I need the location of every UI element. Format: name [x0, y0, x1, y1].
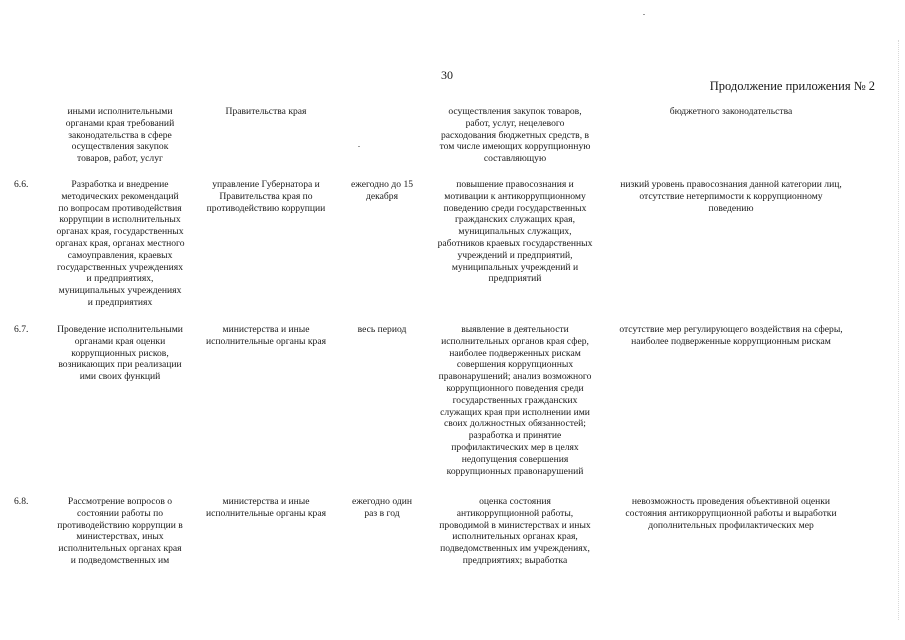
expected-result: повышение правосознания и мотивации к антикоррупционному поведению среди государственных гражданских служащих края, муниципальных служащих, работников краевых государственных учреждений и предприятий, муниципальных учреждений и предприятий: [437, 179, 593, 285]
responsible-executor: управление Губернатора и Правительства края по противодействию коррупции: [206, 179, 326, 214]
responsible-executor: Правительства края: [225, 106, 307, 117]
row-number: 6.8.: [14, 496, 29, 507]
scan-speck: [358, 146, 360, 147]
measure-name: Разработка и внедрение методических рекомендаций по вопросам противодействия коррупции в исполнительных органах края, государственных органах края, органах местного самоуправления, краевых государственных учреждениях и предприятиях, муниципальных учреждениях и предприятиях: [55, 179, 185, 308]
responsible-executor: министерства и иные исполнительные органы края: [206, 496, 326, 519]
expected-result: выявление в деятельности исполнительных органов края сфер, наиболее подверженных рискам совершения коррупционных правонарушений; анализ возможного коррупционного поведения среди государственных гражданских служащих края при исполнении ими своих должностных обязанностей; разработка и принятие профилактических мер в целях недопущения совершения коррупционных правонарушений: [438, 324, 592, 477]
responsible-executor: министерства и иные исполнительные органы края: [206, 324, 326, 347]
execution-term: ежегодно один раз в год: [351, 496, 413, 519]
execution-term: весь период: [357, 324, 407, 335]
appendix-continuation-note: Продолжение приложения № 2: [709, 79, 875, 93]
measure-name: иными исполнительными органами края требований законодательства в сфере осуществления закупок товаров, работ, услуг: [65, 106, 175, 165]
row-number: 6.6.: [14, 179, 29, 190]
non-fulfillment-consequence: бюджетного законодательства: [669, 106, 793, 117]
measure-name: Рассмотрение вопросов о состоянии работы по противодействию коррупции в министерствах, иных исполнительных органах края и подведомственных им: [57, 496, 183, 566]
expected-result: осуществления закупок товаров, работ, услуг, нецелевого расходования бюджетных средств, в том числе имеющих коррупционную составляющую: [439, 106, 591, 165]
measure-name: Проведение исполнительными органами края оценки коррупционных рисков, возникающих при реализации ими своих функций: [57, 324, 183, 383]
non-fulfillment-consequence: невозможность проведения объективной оценки состояния антикоррупционной работы и выработки дополнительных профилактических мер: [625, 496, 837, 531]
execution-term: ежегодно до 15 декабря: [350, 179, 414, 202]
non-fulfillment-consequence: низкий уровень правосознания данной категории лиц, отсутствие нетерпимости к коррупционному поведению: [620, 179, 842, 214]
non-fulfillment-consequence: отсутствие мер регулирующего воздействия на сферы, наиболее подверженные коррупционным рискам: [619, 324, 843, 347]
page-number: 30: [441, 68, 453, 82]
scan-speck: [643, 14, 645, 15]
page-edge-shadow: [897, 40, 899, 620]
expected-result: оценка состояния антикоррупционной работы, проводимой в министерствах и иных исполнительных органах края, подведомственных им учреждениях, предприятиях; выработка: [439, 496, 591, 566]
row-number: 6.7.: [14, 324, 29, 335]
